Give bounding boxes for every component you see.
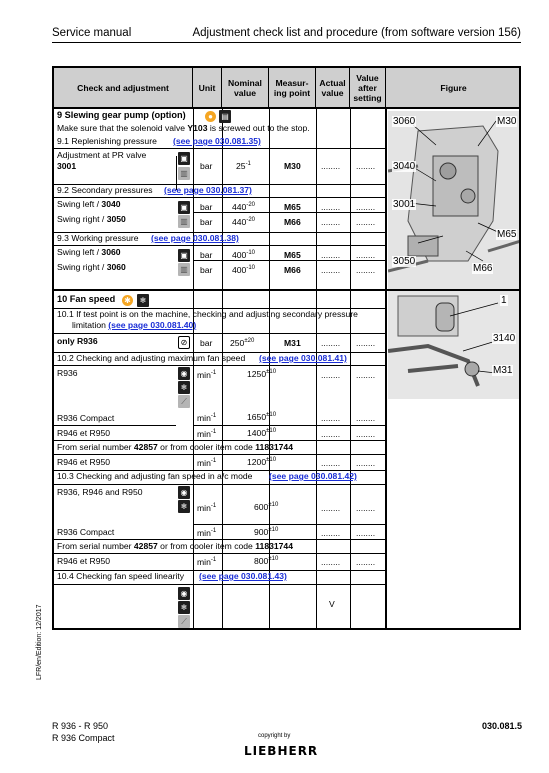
link-030-081-41[interactable]: (see page 030.081.41) [259,353,347,363]
adjustment-table [52,66,521,630]
after-setting-blank[interactable]: ........ [356,557,376,567]
actual-value-blank[interactable]: ........ [321,429,341,439]
col-unit: Unit [193,68,222,107]
subsection-10-4: 10.4 Checking fan speed linearity [57,571,185,581]
after-setting-blank[interactable]: ........ [356,429,376,439]
snowflake-icon: ❄ [178,381,190,394]
section-9-title: 9 Slewing gear pump (option) [57,110,186,120]
row-divider [54,365,385,366]
nominal-value: $25^{-1}$ [236,161,251,171]
unit-value: bar [200,265,213,275]
nominal-value: $440^{-20}$ [232,217,256,227]
model-label: R936 Compact [57,413,115,423]
col-check: Check and adjustment [54,68,193,107]
row-divider [193,425,385,426]
sensor-icon: ▥ [178,215,190,228]
linearity-actual: V [329,599,335,609]
nominal-value: $1400^{\pm 10}$ [247,428,277,438]
row-divider [54,440,385,441]
sensor-icon: ⟋ [178,615,190,628]
col-nominal: Nominal value [222,68,269,107]
snowflake-icon: ❄ [178,601,190,614]
row-divider [54,484,385,485]
only-r936-label: only R936 [57,336,98,346]
link-030-081-42[interactable]: (see page 030.081.42) [269,471,357,481]
gauge-icon: ◉ [178,486,190,499]
label-3050: 3050 [393,256,416,267]
actual-value-blank[interactable]: ........ [321,370,341,380]
unit-value: $\min^{-1}$ [197,503,217,513]
actual-value-blank[interactable]: ........ [321,503,341,513]
fan-pump-drawing [388,291,521,399]
actual-value-blank[interactable]: ........ [321,458,341,468]
col-value-after: Value after setting [350,68,386,107]
after-setting-blank[interactable]: ........ [356,217,376,227]
snowflake-icon: ❄ [178,500,190,513]
link-030-081-38[interactable]: (see page 030.081.38) [151,233,239,243]
model-label: R946 et R950 [57,428,111,438]
serial-note: From serial number 42857 or from cooler item code 11831744 [57,541,293,551]
actual-value-blank[interactable]: ........ [321,338,341,348]
unit-value: $\min^{-1}$ [197,429,217,439]
nominal-value: $400^{-10}$ [232,265,256,275]
col-actual: Actual value [316,68,350,107]
model-label: R946 et R950 [57,457,111,467]
unit-value: bar [200,250,213,260]
unit-value: bar [200,161,213,171]
copyright-text: copyright by [258,733,291,739]
model-label: R936 Compact [57,527,115,537]
engine-icon: ▣ [178,152,190,165]
solenoid-icon: ▤ [219,110,231,123]
unit-value: $\min^{-1}$ [197,557,217,567]
no-entry-icon: ⊘ [178,336,190,349]
pump-orange-icon: ● [205,111,216,122]
swing-right-label: Swing right / 3060 [57,262,126,272]
edition-note: LFR/en/Edition: 12/2017 [36,604,43,680]
after-setting-blank[interactable]: ........ [356,503,376,513]
label-m66: M66 [473,263,493,274]
nominal-value: $1650^{\pm 10}$ [247,412,277,422]
nominal-value: $250^{\pm 20}$ [230,338,255,348]
actual-value-blank[interactable]: ........ [321,217,341,227]
sensor-icon: ⟋ [178,395,190,408]
unit-value: bar [200,217,213,227]
footer-models-1: R 936 - R 950 [52,721,109,731]
manual-title: Service manual [52,27,132,39]
measuring-point: M65 [284,202,301,212]
actual-value-blank[interactable]: ........ [321,202,341,212]
actual-value-blank[interactable]: ........ [321,413,341,423]
nominal-value: $900^{\pm 10}$ [254,527,279,537]
subsection-10-1: 10.1 If test point is on the machine, checking and adjusting secondary pressure [57,309,358,319]
row-divider [54,584,385,585]
after-setting-blank[interactable]: ........ [356,370,376,380]
label-m65: M65 [497,229,517,240]
actual-value-blank[interactable]: ........ [321,161,341,171]
nominal-value: $800^{\pm 10}$ [254,556,279,566]
measuring-point: M66 [284,265,301,275]
row-divider [54,197,385,198]
actual-value-blank[interactable]: ........ [321,557,341,567]
link-030-081-37[interactable]: (see page 030.081.37) [164,185,252,195]
after-setting-blank[interactable]: ........ [356,413,376,423]
link-030-081-43[interactable]: (see page 030.081.43) [199,571,287,581]
unit-value: bar [200,202,213,212]
table-header [54,68,519,109]
slewing-pump-figure [388,111,521,289]
nominal-value: $440^{-20}$ [232,202,256,212]
grid-line [350,109,351,628]
fan-orange-icon: ✱ [122,295,133,306]
subsection-10-2: 10.2 Checking and adjusting maximum fan speed [57,353,246,363]
header-rule [52,42,521,43]
actual-value-blank[interactable]: ........ [321,265,341,275]
after-setting-blank[interactable]: ........ [356,202,376,212]
subsection-9-1: 9.1 Replenishing pressure [57,136,157,146]
actual-value-blank[interactable]: ........ [321,528,341,538]
measuring-point: M30 [284,161,301,171]
row-divider [193,524,385,525]
subsection-9-3: 9.3 Working pressure [57,233,139,243]
nominal-value: $400^{-10}$ [232,250,256,260]
unit-value: $\min^{-1}$ [197,413,217,423]
swing-left-label: Swing left / 3060 [57,247,121,257]
gauge-icon: ◉ [178,367,190,380]
engine-icon: ▣ [178,201,190,214]
row-divider [54,148,385,149]
row-divider [54,425,176,426]
label-3140: 3140 [493,333,516,344]
label-3060: 3060 [393,116,416,127]
after-setting-blank[interactable]: ........ [356,338,376,348]
snowflake-icon: ❄ [137,294,149,307]
model-label: R946 et R950 [57,556,111,566]
section-10-title: 10 Fan speed [57,294,116,304]
after-setting-blank[interactable]: ........ [356,458,376,468]
pr-valve-code: 3001 [57,161,77,171]
model-label: R936, R946 and R950 [57,487,143,497]
measuring-point: M66 [284,217,301,227]
grid-line [316,109,317,628]
page-number: 030.081.5 [481,721,522,731]
swing-left-label: Swing left / 3040 [57,199,121,209]
unit-value: $\min^{-1}$ [197,528,217,538]
label-1: 1 [501,295,507,306]
after-setting-blank[interactable]: ........ [356,250,376,260]
col-figure: Figure [440,82,467,93]
after-setting-blank[interactable]: ........ [356,265,376,275]
pr-valve-label: Adjustment at PR valve [57,150,147,160]
measuring-point: M31 [284,338,301,348]
row-divider [54,454,385,455]
serial-note: From serial number 42857 or from cooler item code 11831744 [57,442,293,452]
grid-line [385,109,387,628]
page-heading: Adjustment check list and procedure (from software version 156) [192,27,521,39]
actual-value-blank[interactable]: ........ [321,250,341,260]
unit-value: $\min^{-1}$ [197,458,217,468]
label-m31: M31 [493,365,513,376]
fan-pump-figure [388,291,521,399]
nominal-value: $1200^{\pm 10}$ [247,457,277,467]
label-3001: 3001 [393,199,416,210]
row-divider [54,539,385,540]
label-3040: 3040 [393,161,416,172]
row-divider [54,245,385,246]
row-divider [193,260,385,261]
measuring-point: M65 [284,250,301,260]
nominal-value: $600^{\pm 10}$ [254,502,279,512]
row-divider [54,333,385,334]
unit-value: bar [200,338,213,348]
swing-right-label: Swing right / 3050 [57,214,126,224]
subsection-10-1-cont: limitation (see page 030.081.40) [72,320,197,330]
model-label: R936 [57,368,78,378]
liebherr-logo: LIEBHERR [244,744,319,758]
row-divider [54,553,385,554]
subsection-9-2: 9.2 Secondary pressures [57,185,153,195]
subsection-10-3: 10.3 Checking and adjusting fan speed in a/c mode [57,471,253,481]
after-setting-blank[interactable]: ........ [356,161,376,171]
footer-models-2: R 936 Compact [52,733,115,743]
after-setting-blank[interactable]: ........ [356,528,376,538]
label-m30: M30 [497,116,517,127]
link-030-081-35[interactable]: (see page 030.081.35) [173,136,261,146]
sensor-icon: ▥ [178,167,190,180]
sensor-icon: ▥ [178,263,190,276]
link-030-081-40[interactable]: (see page 030.081.40) [108,320,197,330]
col-measuring-point: Measur- ing point [269,68,316,107]
section-9-note: Make sure that the solenoid valve Y103 is screwed out to the stop. [57,123,310,133]
engine-icon: ▣ [178,249,190,262]
row-divider [193,212,385,213]
nominal-value: $1250^{\pm 10}$ [247,369,277,379]
gauge-icon: ◉ [178,587,190,600]
unit-value: $\min^{-1}$ [197,370,217,380]
